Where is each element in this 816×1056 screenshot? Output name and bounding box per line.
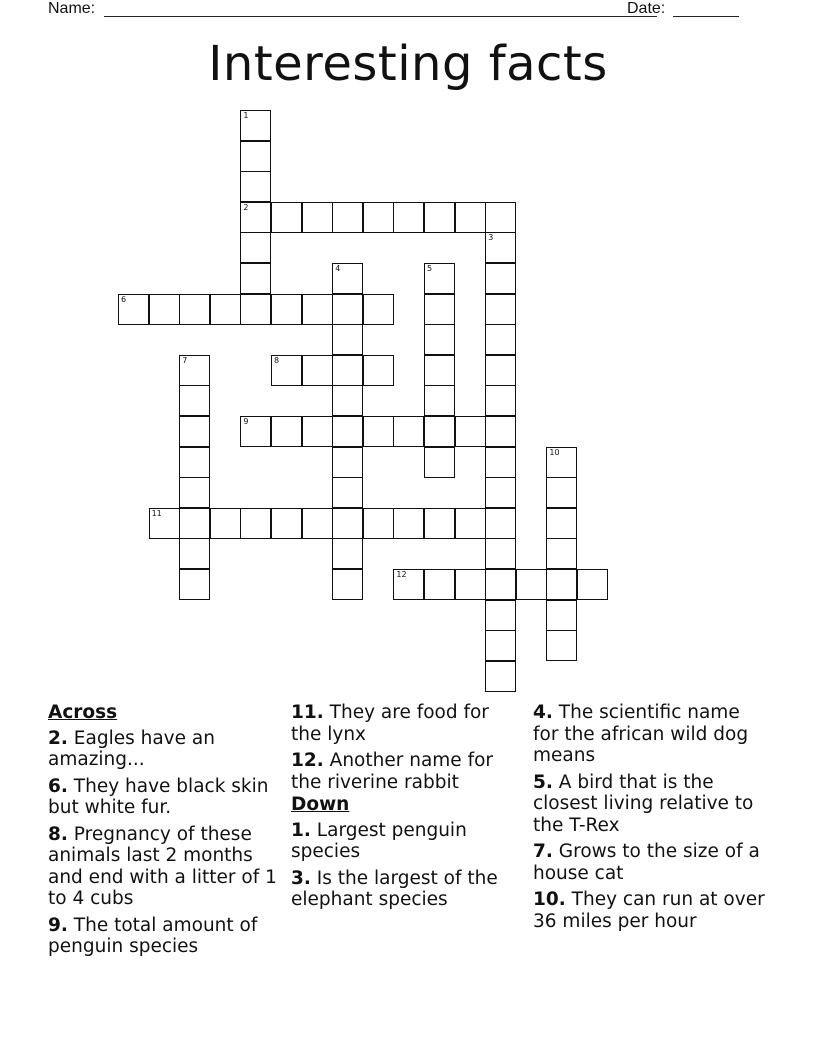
grid-cell[interactable]	[240, 294, 271, 325]
grid-cell[interactable]	[149, 294, 180, 325]
clue-number: 2	[243, 202, 249, 212]
grid-cell[interactable]	[424, 202, 455, 233]
grid-cell[interactable]	[179, 355, 210, 386]
grid-cell[interactable]	[149, 508, 180, 539]
grid-cell[interactable]	[516, 569, 547, 600]
grid-cell[interactable]	[332, 263, 363, 294]
down-heading: Down	[291, 794, 350, 815]
clue-down-10: 10. They can run at over 36 miles per hour	[533, 889, 765, 932]
grid-cell[interactable]	[485, 294, 516, 325]
grid-cell[interactable]	[240, 171, 271, 202]
grid-cell[interactable]	[363, 416, 394, 447]
grid-cell[interactable]	[332, 538, 363, 569]
grid-cell[interactable]	[424, 385, 455, 416]
grid-cell[interactable]	[210, 294, 241, 325]
grid-cell[interactable]	[271, 355, 302, 386]
grid-cell[interactable]	[240, 141, 271, 172]
grid-cell[interactable]	[240, 416, 271, 447]
clue-down-3: 3. Is the largest of the elephant species	[291, 867, 498, 910]
grid-cell[interactable]	[485, 508, 516, 539]
grid-cell[interactable]	[485, 263, 516, 294]
grid-cell[interactable]	[546, 630, 577, 661]
grid-cell[interactable]	[363, 508, 394, 539]
grid-cell[interactable]	[332, 447, 363, 478]
grid-cell[interactable]	[485, 538, 516, 569]
grid-cell[interactable]	[485, 630, 516, 661]
grid-cell[interactable]	[546, 477, 577, 508]
name-label: Name:	[48, 0, 96, 17]
clue-across-6: 6. They have black skin but white fur.	[48, 775, 269, 818]
grid-cell[interactable]	[332, 569, 363, 600]
grid-cell[interactable]	[332, 385, 363, 416]
grid-cell[interactable]	[271, 416, 302, 447]
grid-cell[interactable]	[485, 202, 516, 233]
grid-cell[interactable]	[485, 385, 516, 416]
grid-cell[interactable]	[546, 600, 577, 631]
clue-number: 7	[182, 355, 188, 365]
grid-cell[interactable]	[485, 569, 516, 600]
clue-number: 9	[243, 417, 249, 426]
grid-cell[interactable]	[179, 477, 210, 508]
grid-cell[interactable]	[240, 202, 271, 233]
grid-cell[interactable]	[546, 508, 577, 539]
clue-down-5: 5. A bird that is the closest living relative to the T-Rex	[533, 771, 754, 836]
grid-cell[interactable]	[546, 538, 577, 569]
grid-cell[interactable]	[240, 110, 271, 141]
grid-cell[interactable]	[302, 508, 333, 539]
clue-down-1: 1. Largest penguin species	[291, 819, 467, 862]
grid-cell[interactable]	[118, 294, 149, 325]
grid-cell[interactable]	[455, 508, 486, 539]
clue-number: 12	[396, 570, 407, 579]
grid-cell[interactable]	[485, 355, 516, 386]
clue-number: 5	[427, 264, 433, 273]
grid-cell[interactable]	[393, 569, 424, 600]
grid-cell[interactable]	[485, 447, 516, 478]
grid-cell[interactable]	[424, 263, 455, 294]
grid-cell[interactable]	[393, 416, 424, 447]
grid-cell[interactable]	[485, 661, 516, 692]
across-heading: Across	[48, 702, 118, 723]
grid-cell[interactable]	[455, 569, 486, 600]
grid-cell[interactable]	[179, 385, 210, 416]
grid-cell[interactable]	[179, 508, 210, 539]
grid-cell[interactable]	[363, 294, 394, 325]
clue-number: 6	[121, 294, 127, 304]
grid-cell[interactable]	[546, 447, 577, 478]
grid-cell[interactable]	[546, 569, 577, 600]
clue-column-2	[291, 702, 523, 916]
grid-cell[interactable]	[332, 355, 363, 386]
grid-cell[interactable]	[577, 569, 608, 600]
grid-cell[interactable]	[485, 232, 516, 263]
grid-cell[interactable]	[240, 508, 271, 539]
clue-across-9: 9. The total amount of penguin species	[48, 914, 258, 957]
clue-down-7: 7. Grows to the size of a house cat	[533, 841, 760, 884]
grid-cell[interactable]	[393, 202, 424, 233]
grid-cell[interactable]	[271, 508, 302, 539]
clue-column-3	[533, 702, 765, 937]
grid-cell[interactable]	[240, 232, 271, 263]
grid-cell[interactable]	[424, 324, 455, 355]
grid-cell[interactable]	[485, 477, 516, 508]
grid-cell[interactable]	[332, 477, 363, 508]
clue-column-1	[48, 702, 280, 963]
grid-cell[interactable]	[302, 294, 333, 325]
grid-cell[interactable]	[363, 202, 394, 233]
clue-number: 4	[335, 264, 341, 273]
grid-cell[interactable]	[424, 416, 455, 447]
grid-cell[interactable]	[179, 416, 210, 447]
clue-number: 11	[151, 508, 162, 518]
grid-cell[interactable]	[424, 569, 455, 600]
clue-down-4: 4. The scientific name for the african wild dog means	[533, 702, 749, 766]
clue-across-8: 8. Pregnancy of these animals last 2 months and end with a litter of 1 to 4 cubs	[48, 823, 277, 909]
grid-cell[interactable]	[485, 416, 516, 447]
grid-cell[interactable]	[485, 600, 516, 631]
grid-cell[interactable]	[424, 447, 455, 478]
clue-across-11: 11. They are food for the lynx	[291, 702, 489, 745]
date-label: Date:	[627, 0, 666, 17]
grid-cell[interactable]	[271, 202, 302, 233]
clue-across-12: 12. Another name for the riverine rabbit	[291, 750, 494, 793]
grid-cell[interactable]	[332, 324, 363, 355]
grid-cell[interactable]	[179, 294, 210, 325]
grid-cell[interactable]	[424, 355, 455, 386]
clue-number: 3	[488, 233, 494, 243]
grid-cell[interactable]	[424, 508, 455, 539]
grid-cell[interactable]	[393, 508, 424, 539]
grid-cell[interactable]	[332, 416, 363, 447]
grid-cell[interactable]	[332, 508, 363, 539]
grid-cell[interactable]	[240, 263, 271, 294]
page-title: Interesting facts	[208, 36, 608, 92]
grid-cell[interactable]	[332, 294, 363, 325]
grid-cell[interactable]	[179, 538, 210, 569]
grid-cell[interactable]	[271, 294, 302, 325]
clue-number: 8	[274, 355, 280, 365]
clue-across-2: 2. Eagles have an amazing...	[48, 727, 215, 770]
grid-cell[interactable]	[179, 447, 210, 478]
grid-cell[interactable]	[179, 569, 210, 600]
grid-cell[interactable]	[302, 416, 333, 447]
grid-cell[interactable]	[485, 324, 516, 355]
grid-cell[interactable]	[363, 355, 394, 386]
grid-cell[interactable]	[455, 416, 486, 447]
clue-number: 1	[243, 111, 249, 120]
grid-cell[interactable]	[424, 294, 455, 325]
grid-cell[interactable]	[332, 202, 363, 233]
grid-cell[interactable]	[302, 202, 333, 233]
clue-list	[48, 702, 768, 1022]
grid-cell[interactable]	[455, 202, 486, 233]
grid-cell[interactable]	[302, 355, 333, 386]
clue-number: 10	[549, 447, 560, 457]
grid-cell[interactable]	[210, 508, 241, 539]
